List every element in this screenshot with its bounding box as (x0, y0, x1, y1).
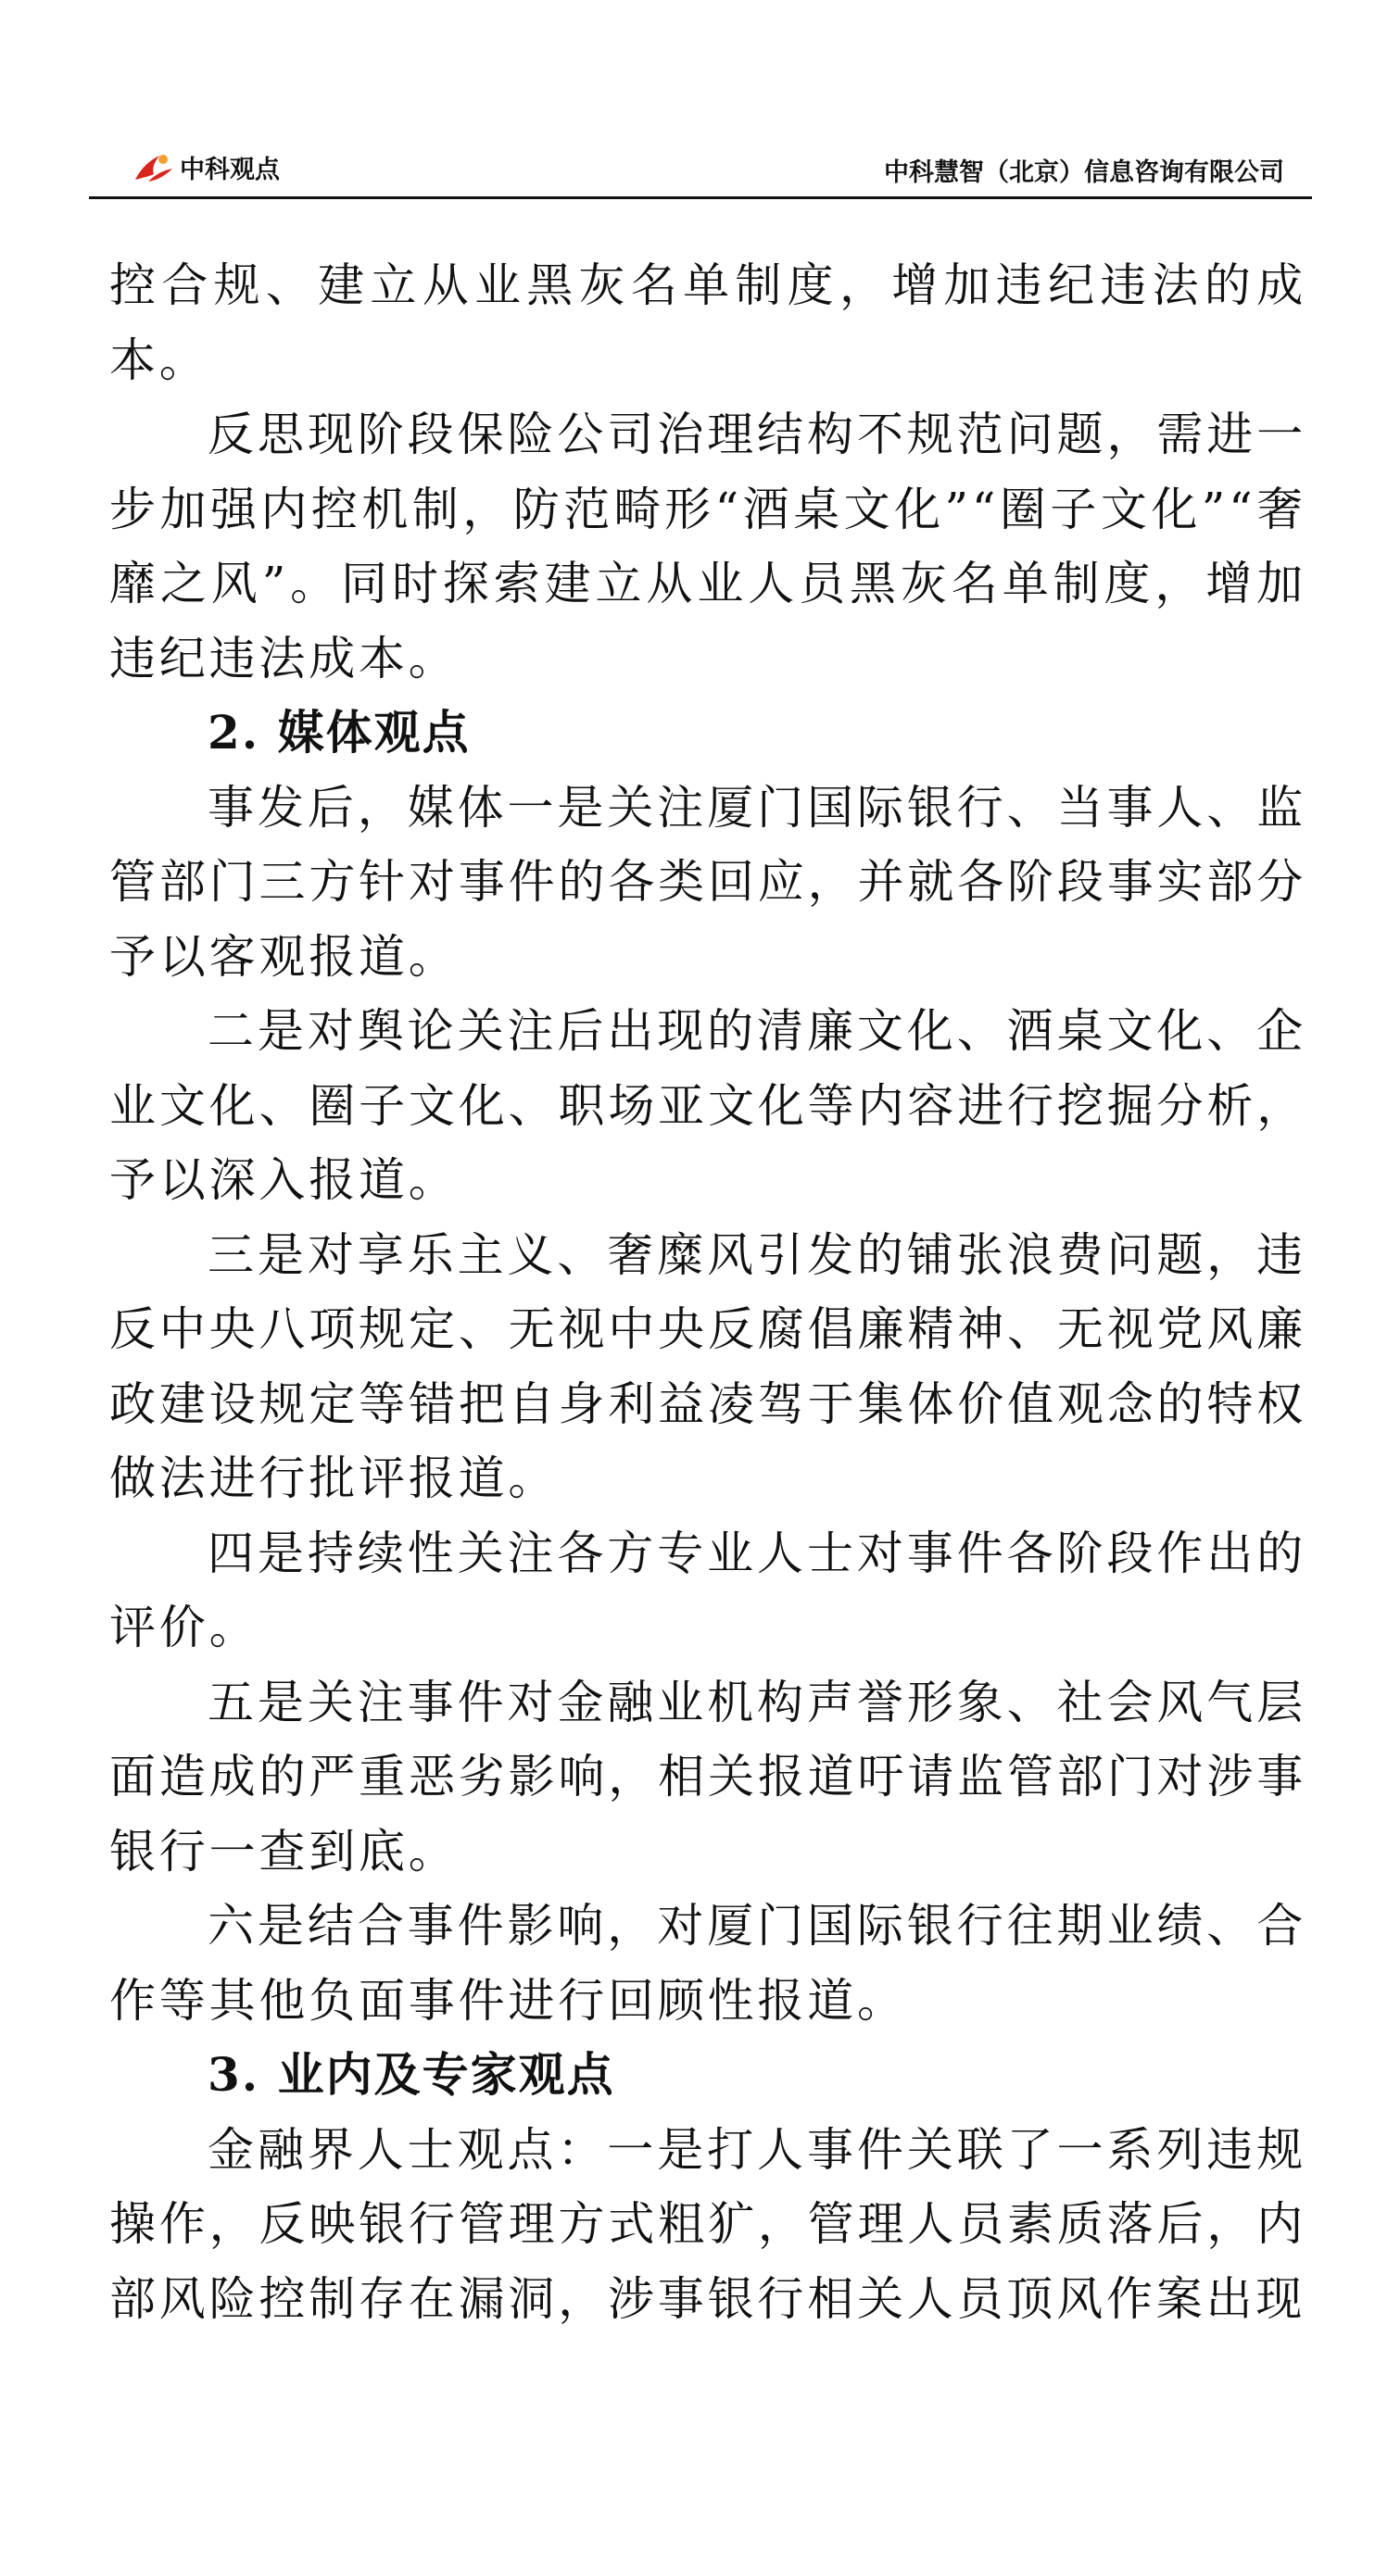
paragraph: 金融界人士观点：一是打人事件关联了一系列违规操作，反映银行管理方式粗犷，管理人员素质落后，内部风险控制存在漏洞，涉事银行相关人员顶风作案出现 (109, 2122, 1306, 2326)
paragraph: 三是对享乐主义、奢糜风引发的铺张浪费问题，违反中央八项规定、无视中央反腐倡廉精神、无视党风廉政建设规定等错把自身利益凌驾于集体价值观念的特权做法进行批评报道。 (109, 1227, 1306, 1505)
paragraph: 事发后，媒体一是关注厦门国际银行、当事人、监管部门三方针对事件的各类回应，并就各阶段事实部分予以客观报道。 (109, 780, 1306, 984)
company-name: 中科慧智（北京）信息咨询有限公司 (884, 158, 1284, 187)
logo-text: 中科观点 (180, 155, 280, 184)
paragraph: 控合规、建立从业黑灰名单制度，增加违纪违法的成本。 (109, 258, 1306, 387)
logo (132, 146, 280, 187)
header-divider (89, 196, 1312, 199)
paragraph: 四是持续性关注各方专业人士对事件各阶段作出的评价。 (109, 1526, 1306, 1654)
paragraph: 反思现阶段保险公司治理结构不规范问题，需进一步加强内控机制，防范畸形“酒桌文化”“圈子文化”“奢靡之风”。同时探索建立从业人员黑灰名单制度，增加违纪违法成本。 (109, 408, 1306, 685)
page-header (89, 139, 1312, 196)
section-heading: 3. 业内及专家观点 (208, 2047, 615, 2102)
document-body (109, 248, 1306, 2336)
logo-flame-icon (132, 148, 176, 185)
paragraph: 五是关注事件对金融业机构声誉形象、社会风气层面造成的严重恶劣影响，相关报道吁请监管部门对涉事银行一查到底。 (109, 1675, 1306, 1879)
section-heading: 2. 媒体观点 (208, 705, 471, 760)
paragraph: 六是结合事件影响，对厦门国际银行往期业绩、合作等其他负面事件进行回顾性报道。 (109, 1899, 1306, 2028)
paragraph: 二是对舆论关注后出现的清廉文化、酒桌文化、企业文化、圈子文化、职场亚文化等内容进行挖掘分析，予以深入报道。 (109, 1004, 1306, 1207)
